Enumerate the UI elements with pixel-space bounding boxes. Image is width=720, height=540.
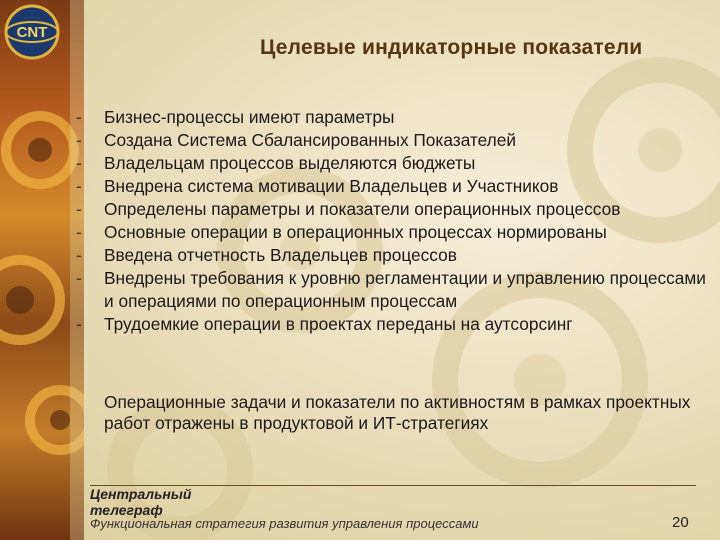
bullet-list bbox=[76, 106, 712, 336]
footer-brand-line2: телеграф bbox=[90, 502, 163, 518]
cnt-logo bbox=[4, 4, 60, 60]
bullet-item bbox=[76, 313, 712, 336]
bullet-text: Бизнес-процессы имеют параметры bbox=[104, 107, 395, 127]
bullet-item bbox=[76, 175, 712, 198]
bullet-marker: - bbox=[76, 222, 82, 242]
bullet-text: Внедрена система мотивации Владельцев и Участников bbox=[104, 176, 559, 196]
bullet-marker: - bbox=[76, 268, 82, 288]
footer-subtitle: Функциональная стратегия развития управления процессами bbox=[90, 516, 479, 531]
page-number: 20 bbox=[672, 514, 689, 531]
bullet-marker: - bbox=[76, 107, 82, 127]
bullet-marker: - bbox=[76, 199, 82, 219]
bullet-text: Трудоемкие операции в проектах переданы на аутсорсинг bbox=[104, 314, 573, 334]
bullet-item bbox=[76, 106, 712, 129]
left-decorative-strip bbox=[0, 0, 84, 540]
bullet-item bbox=[76, 152, 712, 175]
slide-title: Целевые индикаторные показатели bbox=[260, 36, 643, 59]
bullet-text: Введена отчетность Владельцев процессов bbox=[104, 245, 457, 265]
summary-note: Операционные задачи и показатели по активностям в рамках проектных работ отражены в продуктовой и ИТ-стратегиях bbox=[104, 392, 691, 433]
footer-brand-line1: Центральный bbox=[90, 486, 192, 502]
bullet-marker: - bbox=[76, 153, 82, 173]
bullet-item bbox=[76, 221, 712, 244]
bullet-item bbox=[76, 129, 712, 152]
bullet-text: Внедрены требования к уровню регламентации и управлению процессами и операциями по операционным процессам bbox=[104, 268, 706, 311]
footer-brand bbox=[90, 486, 191, 518]
logo-text: CNT bbox=[16, 24, 48, 41]
bullet-text: Определены параметры и показатели операционных процессов bbox=[104, 199, 621, 219]
bullet-marker: - bbox=[76, 130, 82, 150]
bullet-item bbox=[76, 244, 712, 267]
bullet-item bbox=[76, 198, 712, 221]
bullet-marker: - bbox=[76, 176, 82, 196]
bullet-text: Основные операции в операционных процессах нормированы bbox=[104, 222, 607, 242]
bullet-item bbox=[76, 267, 712, 313]
gear-strip-decoration bbox=[0, 0, 84, 540]
bullet-marker: - bbox=[76, 245, 82, 265]
bullet-text: Создана Система Сбалансированных Показателей bbox=[104, 130, 517, 150]
bullet-text: Владельцам процессов выделяются бюджеты bbox=[104, 153, 476, 173]
bullet-marker: - bbox=[76, 314, 82, 334]
